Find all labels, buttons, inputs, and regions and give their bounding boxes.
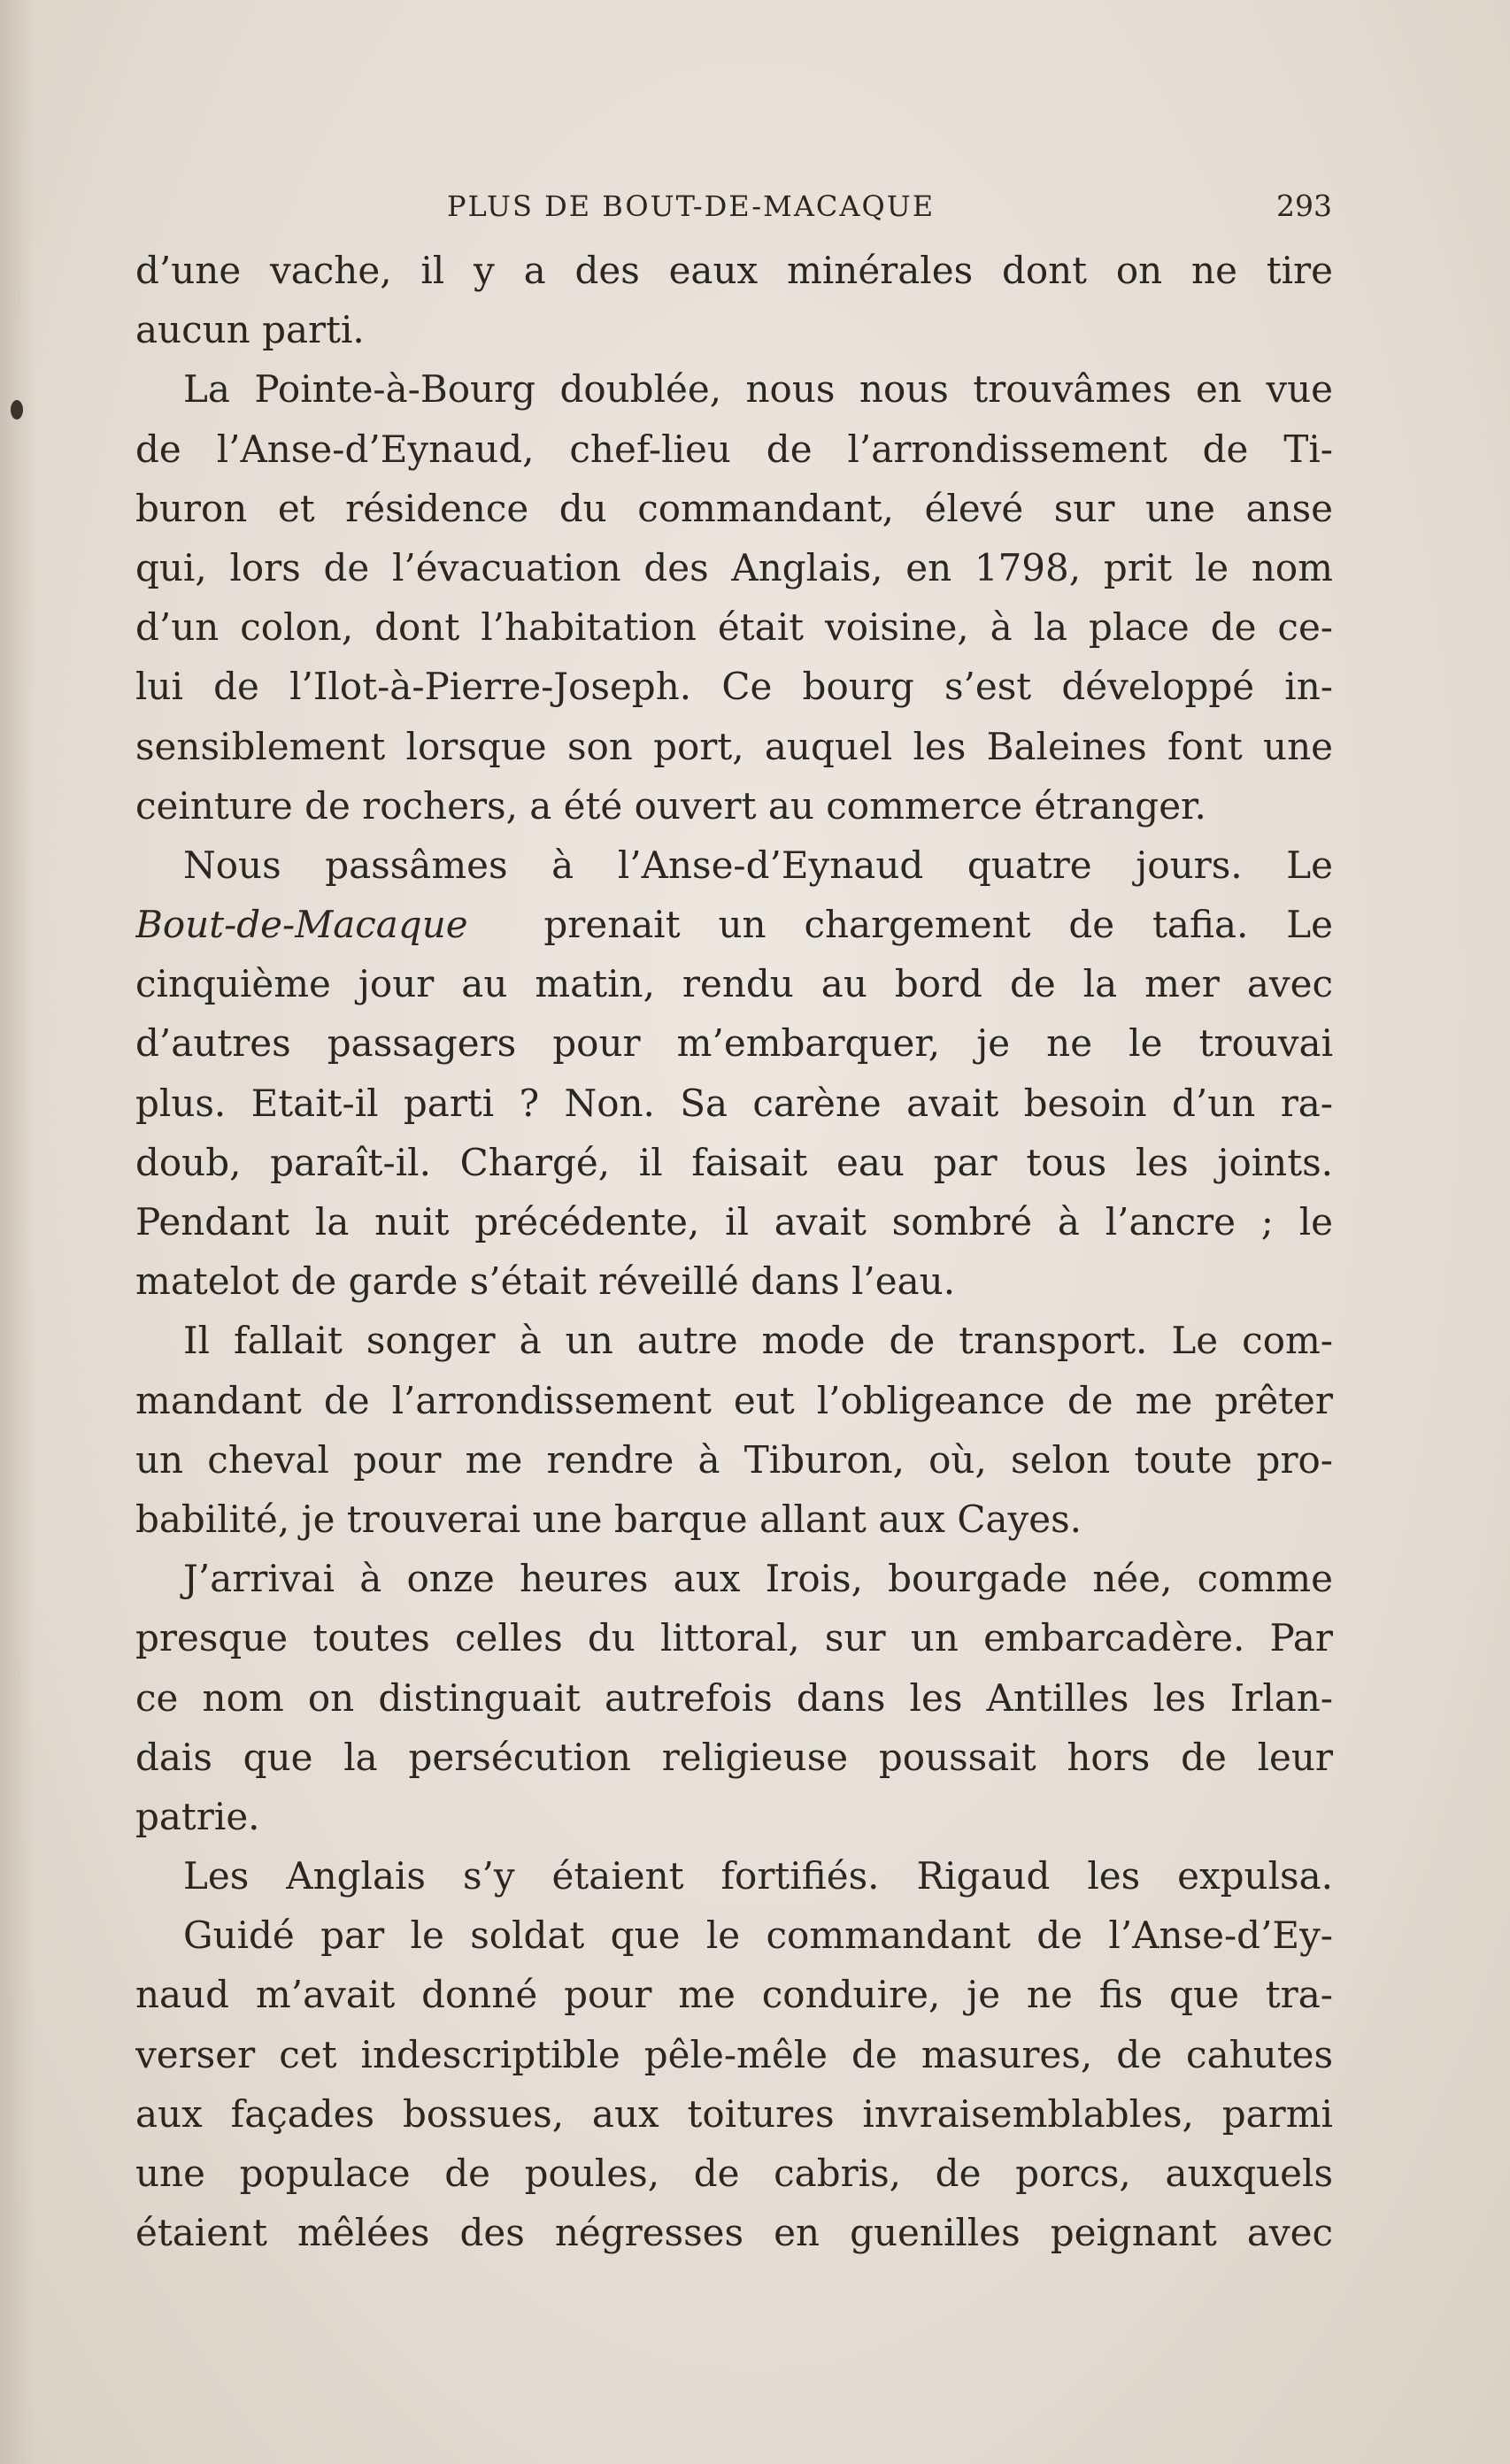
- text-line: matelot de garde s’était réveillé dans l’eau.: [135, 1259, 956, 1304]
- text-line: mandant de l’arrondissement eut l’obligeance de me prêter: [135, 1378, 1333, 1422]
- page-number: 293: [1276, 189, 1332, 223]
- text-line: un cheval pour me rendre à Tiburon, où, selon toute pro-: [135, 1437, 1333, 1482]
- text-line: Nous passâmes à l’Anse-d’Eynaud quatre jours. Le: [183, 843, 1333, 887]
- text-line: une populace de poules, de cabris, de porcs, auxquels: [135, 2152, 1333, 2195]
- text-line: buron et résidence du commandant, élevé sur une anse: [135, 486, 1333, 530]
- page-edge-shadow: [0, 0, 35, 2464]
- text-line: de l’Anse-d’Eynaud, chef-lieu de l’arrondissement de Ti-: [135, 427, 1333, 471]
- text-line: babilité, je trouverai une barque allant aux Cayes.: [135, 1497, 1082, 1541]
- text-line: Il fallait songer à un autre mode de transport. Le com-: [183, 1319, 1333, 1363]
- text-line: verser cet indescriptible pêle-mêle de masures, de cahutes: [135, 2032, 1333, 2076]
- text-line: patrie.: [135, 1794, 260, 1838]
- text-line-with-italic: [135, 895, 1333, 954]
- page-header: [137, 184, 1332, 228]
- text-line: d’autres passagers pour m’embarquer, je ne le trouvai: [135, 1021, 1333, 1066]
- text-line: J’arrivai à onze heures aux Irois, bourgade née, comme: [183, 1557, 1333, 1601]
- text-line: Guidé par le soldat que le commandant de l’Anse-d’Ey-: [183, 1913, 1333, 1958]
- text-line: doub, paraît-il. Chargé, il faisait eau par tous les joints.: [135, 1140, 1333, 1184]
- text-line: Les Anglais s’y étaient fortifiés. Rigaud les expulsa.: [183, 1854, 1333, 1898]
- text-line: Pendant la nuit précédente, il avait sombré à l’ancre ; le: [135, 1200, 1333, 1244]
- text-line: aux façades bossues, aux toitures invraisemblables, parmi: [135, 2091, 1333, 2136]
- text-line: naud m’avait donné pour me conduire, je ne fis que tra-: [135, 1973, 1333, 2017]
- ink-mark: [11, 400, 23, 420]
- text-line: ceinture de rochers, a été ouvert au commerce étranger.: [135, 783, 1206, 828]
- ship-name-italic: Bout-de-Macaque: [135, 903, 468, 947]
- text-line: qui, lors de l’évacuation des Anglais, en 1798, prit le nom: [135, 545, 1333, 589]
- body-text: [135, 241, 1333, 2262]
- text-line: d’une vache, il y a des eaux minérales dont on ne tire: [135, 249, 1333, 292]
- text-line: aucun parti.: [135, 308, 365, 352]
- running-title: PLUS DE BOUT-DE-MACAQUE: [447, 189, 936, 223]
- text-line: plus. Etait-il parti ? Non. Sa carène avait besoin d’un ra-: [135, 1081, 1333, 1125]
- text-line: sensiblement lorsque son port, auquel les Baleines font une: [135, 724, 1333, 768]
- text-span: prenait un chargement de tafia. Le: [543, 903, 1333, 947]
- text-line: lui de l’Ilot-à-Pierre-Joseph. Ce bourg s’est développé in-: [135, 665, 1333, 709]
- text-line: étaient mêlées des négresses en guenilles peignant avec: [135, 2211, 1333, 2255]
- text-line: ce nom on distinguait autrefois dans les Antilles les Irlan-: [135, 1675, 1333, 1720]
- text-line: d’un colon, dont l’habitation était voisine, à la place de ce-: [135, 605, 1333, 650]
- text-line: dais que la persécution religieuse poussait hors de leur: [135, 1735, 1333, 1779]
- text-line: presque toutes celles du littoral, sur un embarcadère. Par: [135, 1616, 1333, 1660]
- text-line: cinquième jour au matin, rendu au bord de la mer avec: [135, 962, 1333, 1006]
- text-line: La Pointe-à-Bourg doublée, nous nous trouvâmes en vue: [183, 367, 1333, 412]
